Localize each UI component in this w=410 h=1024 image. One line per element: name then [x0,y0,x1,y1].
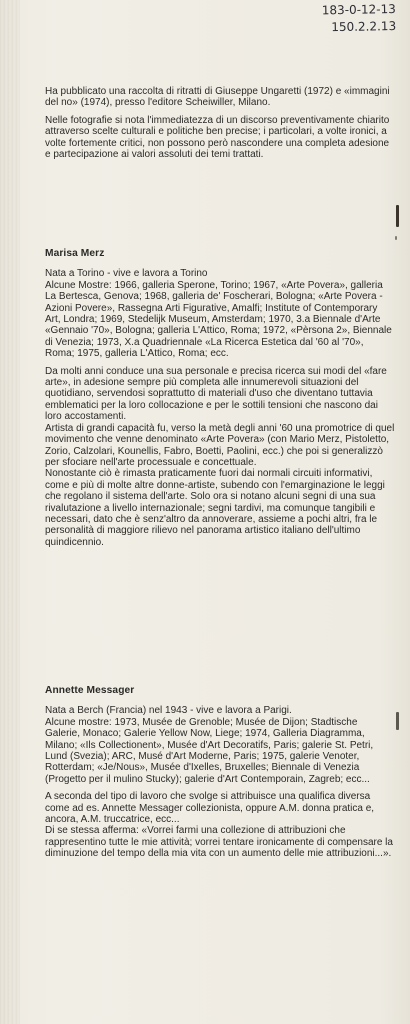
merz-paragraph-2: Artista di grandi capacità fu, verso la metà degli anni '60 una promotrice di quel movimento che venne denominato «Arte Povera» (con Mario Merz, Pistoletto, Zorio, Calzolari, Kounellis, Fabro, Boetti, Paolini, ecc.) che poi si generalizzò per sfociare nell'arte processuale e concettuale. [45,422,395,468]
ink-speck [395,236,397,240]
ink-mark-bottom [396,712,399,730]
artist-section-merz [45,248,395,554]
archive-handwritten-number [286,1,397,37]
merz-paragraph-3: Nonostante ciò è rimasta praticamente fuori dai normali circuiti informativi, come e più di molte altre donne-artiste, subendo con l'emarginazione le leggi che regolano il sistema dell'arte. Solo ora si notano alcuni segni di una sua rivalutazione a livello internazionale; segni tardivi, ma comunque tangibili e necessari, dato che è senz'altro da annoverare, assieme a pochi altri, fra le personalità di maggiore rilievo nel panorama artistico italiano dell'ultimo quindicennio. [45,468,385,548]
merz-bio: Nata a Torino - vive e lavora a Torino [45,268,208,280]
merz-paragraph-1: Da molti anni conduce una sua personale e precisa ricerca sui modi del «fare arte», in adesione sempre più completa alle innumerevoli situazioni del quotidiano, servendosi soprattutto di materiali d'uso che diventano tuttavia emblematici per la loro collocazione e per le sottili tensioni che nascono dai loro accostamenti. [45,365,387,423]
artist-name-messager: Annette Messager [45,685,135,696]
messager-bio: Nata a Berch (Francia) nel 1943 - vive e lavora a Parigi. [45,705,292,717]
messager-exhibitions: Alcune mostre: 1973, Musée de Grenoble; Musée de Dijon; Stadtische Galerie, Monaco; Galerie Yellow Now, Liege; 1974, Galleria Diagramma, Milano; «Ils Collectionent», Musée d'Art Decoratifs, Paris; galerie St. Petri, Lund (Svezia); ARC, Musé d'Art Moderne, Paris; 1975, galerie Venoter, Rotterdam; «Je/Nous», Musée d'Ixelles, Bruxelles; Biennale di Venezia (Progetto per il mulino Stucky); galerie d'Art Contemporain, Zagreb; ecc... [45,716,374,785]
artist-section-messager [45,685,395,866]
archive-number-line-1: 183-0-12-13 [321,2,396,18]
binding-edge [0,0,20,1024]
intro-paragraph-1: Ha pubblicato una raccolta di ritratti di Giuseppe Ungaretti (1972) e «immagini del no» (1974), presso l'editore Scheiwiller, Milano. [45,86,390,109]
archive-number-line-2: 150.2.2.13 [331,19,397,35]
messager-paragraph-1: A seconda del tipo di lavoro che svolge si attribuisce una qualifica diversa come ad es. Annette Messager collezionista, oppure A.M. donna pratica e, ancora, A.M. truccatrice, ecc... [45,791,375,826]
messager-paragraph-2: Di se stessa afferma: «Vorrei farmi una collezione di attribuzioni che rappresentino tutte le mie attività; vorrei tentare ironicamente di compensare la diminuzione del tempo della mia vita con un aumento delle mie attribuzioni...». [45,825,393,860]
artist-name-merz: Marisa Merz [45,248,105,259]
intro-paragraph-2: Nelle fotografie si nota l'immediatezza di un discorso preventivamente chiarito attraverso scelte culturali e politiche ben precise; i particolari, a volte ironici, a volte fortemente critici, non possono però nascondere una completa adesione e partecipazione ai valori assoluti dei temi trattati. [45,114,390,161]
merz-exhibitions: Alcune Mostre: 1966, galleria Sperone, Torino; 1967, «Arte Povera», galleria La Bertesca, Genova; 1968, galleria de' Foscherari, Bologna; «Arte Povera - Azioni Povere», Rassegna Arti Figurative, Amalfi; Institute of Contemporary Art, Londra; 1969, Stedelijk Museum, Amsterdam; 1970, 3.a Biennale d'Arte «Gennaio '70», Bologna; galleria L'Attico, Roma; 1972, «Pèrsona 2», Biennale di Venezia; 1973, X.a Quadriennale «La Ricerca Estetica dal '60 al '70», Roma; 1975, galleria L'Attico, Roma; ecc. [45,279,392,360]
intro-section [45,86,395,166]
ink-mark-top [396,205,399,227]
